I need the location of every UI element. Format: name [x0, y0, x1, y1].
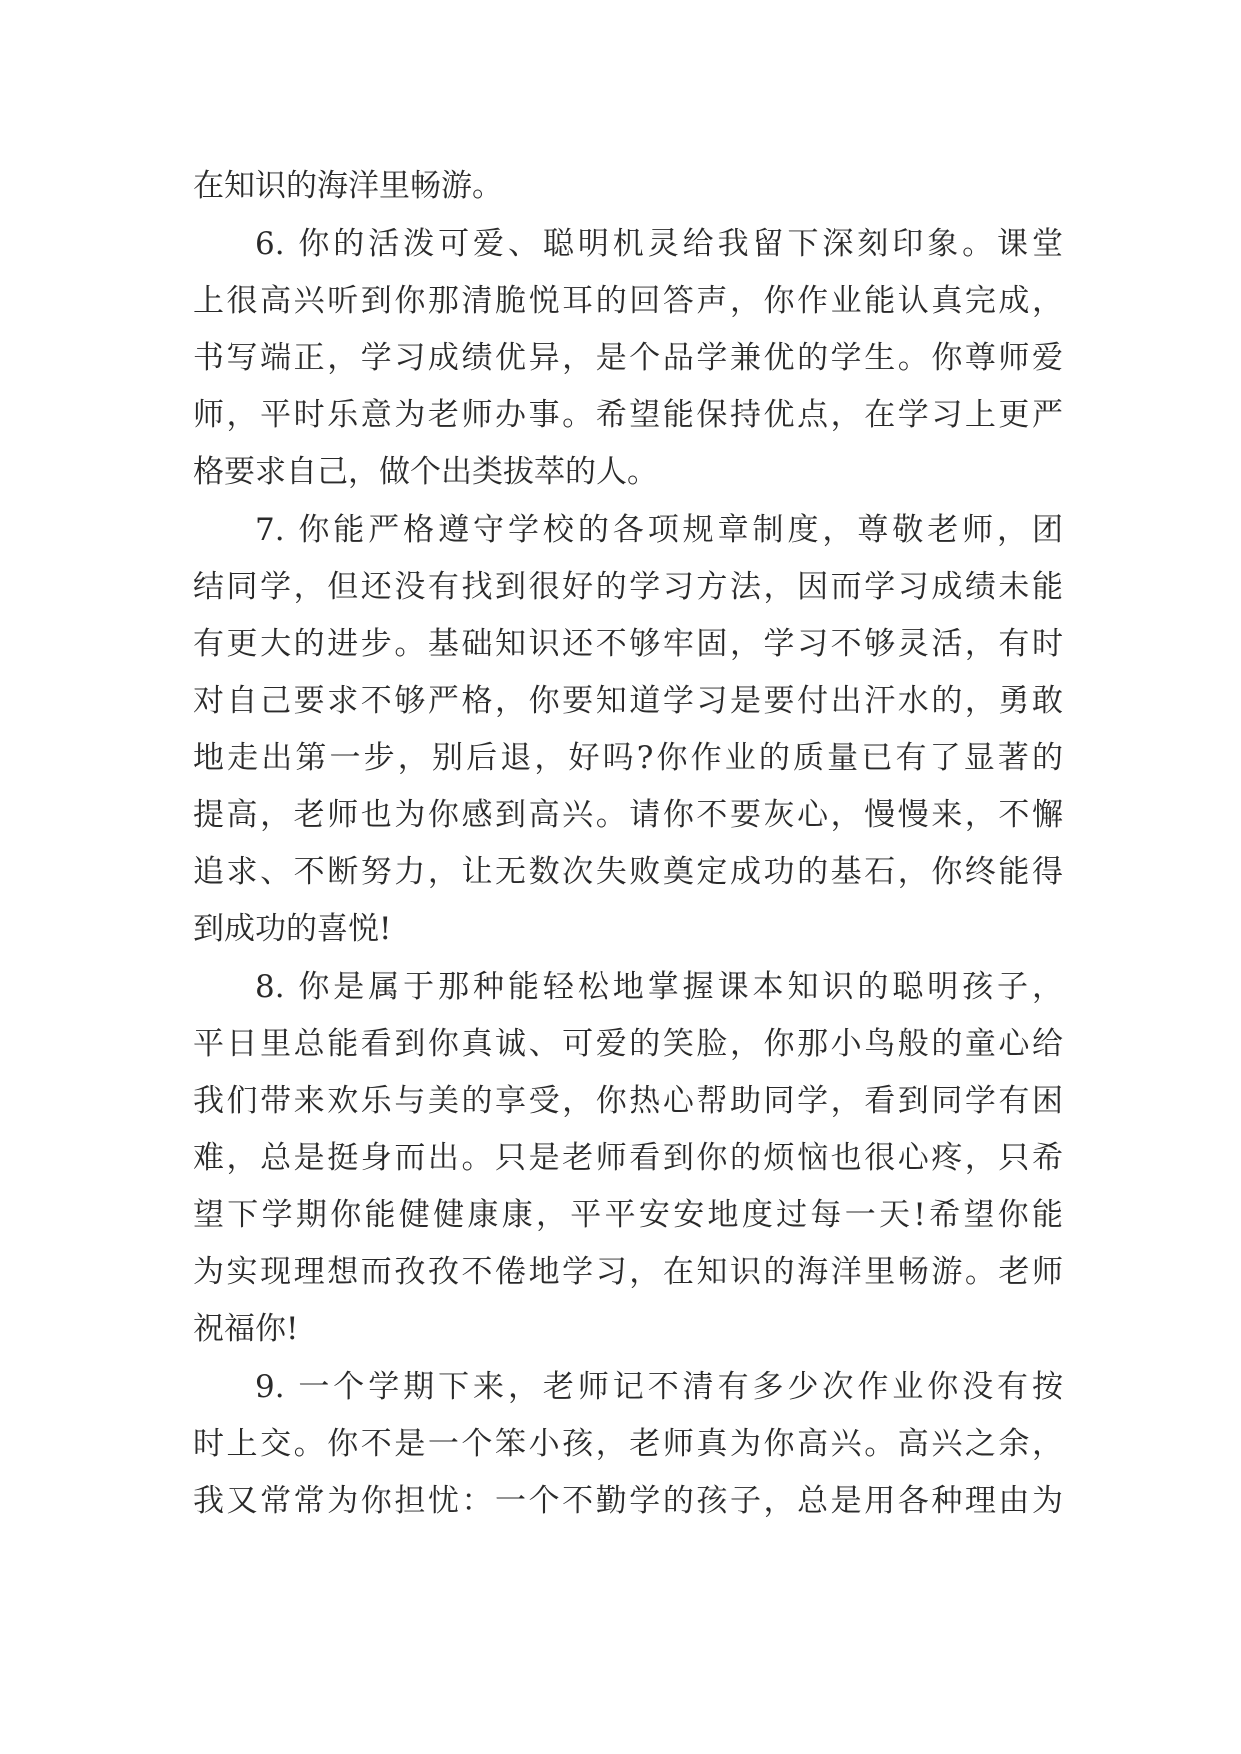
- text-line: 平日里总能看到你真诚、可爱的笑脸，你那小鸟般的童心给: [193, 1026, 1063, 1062]
- text-line: 书写端正，学习成绩优异，是个品学兼优的学生。你尊师爱: [193, 340, 1063, 376]
- text-line: 为实现理想而孜孜不倦地学习，在知识的海洋里畅游。老师: [193, 1254, 1063, 1290]
- text-line: 追求、不断努力，让无数次失败奠定成功的基石，你终能得: [193, 854, 1063, 890]
- paragraph-6-first-line: 6. 你的活泼可爱、聪明机灵给我留下深刻印象。课堂: [255, 226, 1063, 262]
- text-line: 有更大的进步。基础知识还不够牢固，学习不够灵活，有时: [193, 626, 1063, 662]
- paragraph-9-first-line: 9. 一个学期下来，老师记不清有多少次作业你没有按: [255, 1369, 1063, 1405]
- text-line: 上很高兴听到你那清脆悦耳的回答声，你作业能认真完成，: [193, 283, 1063, 319]
- text-line: 我又常常为你担忧：一个不勤学的孩子，总是用各种理由为: [193, 1483, 1063, 1519]
- text-line: 我们带来欢乐与美的享受，你热心帮助同学，看到同学有困: [193, 1083, 1063, 1119]
- text-line: 祝福你!: [193, 1311, 299, 1347]
- paragraph-7-first-line: 7. 你能严格遵守学校的各项规章制度，尊敬老师，团: [255, 512, 1063, 548]
- text-line: 时上交。你不是一个笨小孩，老师真为你高兴。高兴之余，: [193, 1426, 1063, 1462]
- text-line: 结同学，但还没有找到很好的学习方法，因而学习成绩未能: [193, 569, 1063, 605]
- text-line: 对自己要求不够严格，你要知道学习是要付出汗水的，勇敢: [193, 683, 1063, 719]
- text-line: 在知识的海洋里畅游。: [193, 168, 503, 204]
- paragraph-8-first-line: 8. 你是属于那种能轻松地掌握课本知识的聪明孩子，: [255, 969, 1063, 1005]
- text-line: 难，总是挺身而出。只是老师看到你的烦恼也很心疼，只希: [193, 1140, 1063, 1176]
- text-line: 提高，老师也为你感到高兴。请你不要灰心，慢慢来，不懈: [193, 797, 1063, 833]
- text-line: 师，平时乐意为老师办事。希望能保持优点，在学习上更严: [193, 397, 1063, 433]
- text-line: 望下学期你能健健康康，平平安安地度过每一天!希望你能: [193, 1197, 1063, 1233]
- text-line: 格要求自己，做个出类拔萃的人。: [193, 454, 658, 490]
- text-line: 到成功的喜悦!: [193, 911, 392, 947]
- text-line: 地走出第一步，别后退，好吗?你作业的质量已有了显著的: [193, 740, 1063, 776]
